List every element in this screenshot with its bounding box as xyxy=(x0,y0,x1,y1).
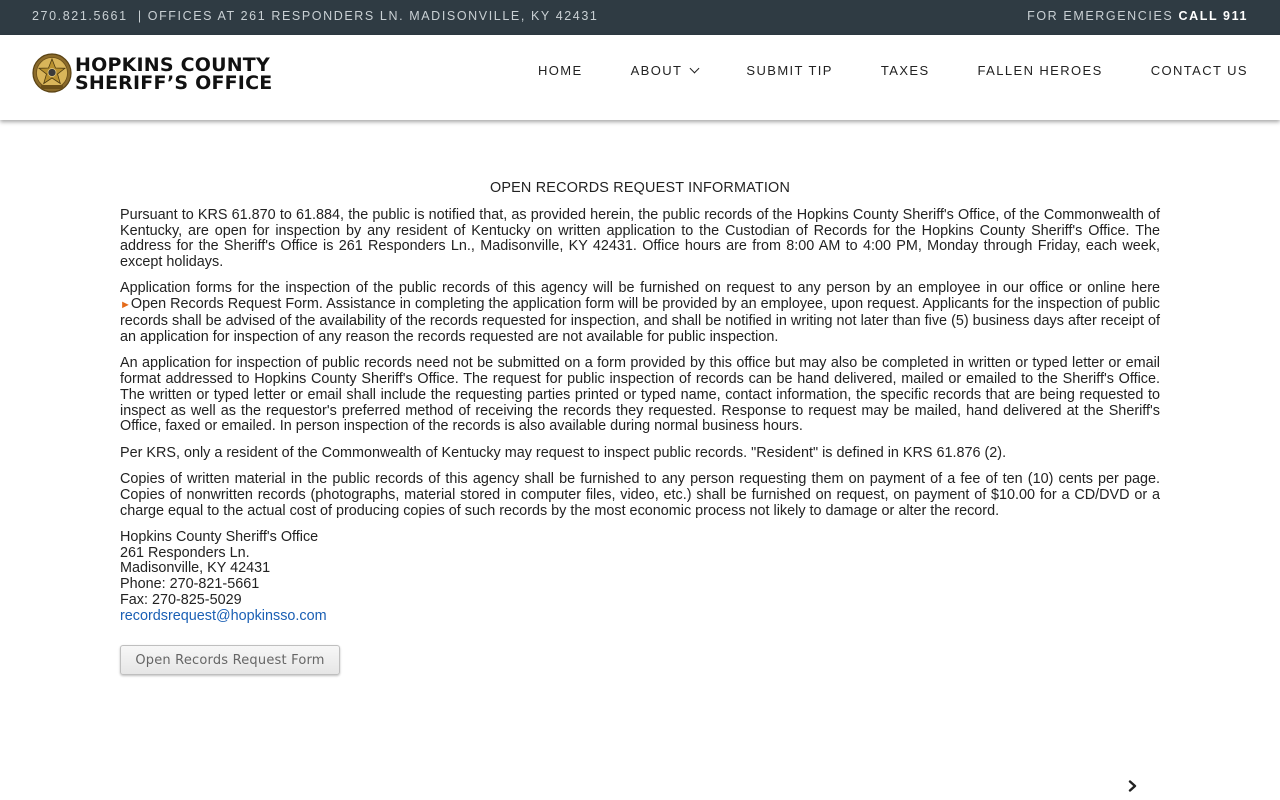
nav-about-label: ABOUT xyxy=(630,63,683,78)
address-phone: Phone: 270-821-5661 xyxy=(120,576,260,593)
contact-info xyxy=(32,9,598,23)
nav-contact-us[interactable] xyxy=(1151,63,1248,78)
address-street: 261 Responders Ln. xyxy=(120,544,250,561)
phone-number[interactable]: 270.821.5661 xyxy=(32,9,128,23)
site-logo[interactable] xyxy=(32,52,273,96)
nav-submit-tip-label: SUBMIT TIP xyxy=(746,63,833,78)
nav-fallen-heroes-label: FALLEN HEROES xyxy=(977,63,1103,78)
arrow-right-icon: ► xyxy=(120,299,131,312)
chevron-right-icon[interactable] xyxy=(1128,780,1138,792)
sheriff-star-badge-icon xyxy=(32,52,72,94)
nav-taxes[interactable] xyxy=(881,63,930,78)
p2-text-after: . Assistance in completing the application form will be provided by an employee, upon request. Applicants for the inspection of public records shall be advised of the availability of the records requested for inspection, and shall be notified in writing not later than five (5) business days after receipt of an application for inspection of any reason the records requested are not available for public inspection. xyxy=(120,296,1160,345)
chevron-down-icon xyxy=(690,64,700,74)
paragraph-krs-notice: Pursuant to KRS 61.870 to 61.884, the public is notified that, as provided herein, the public records of the Hopkins County Sheriff's Office, of the Commonwealth of Kentucky, are open for inspection by any resident of Kentucky on written application to the Custodian of Records for the Hopkins County Sheriff's Office. The address for the Sheriff's Office is 261 Responders Ln., Madisonville, KY 42431. Office hours are from 8:00 AM to 4:00 PM, Monday through Friday, each week, except holidays. xyxy=(120,206,1160,271)
paragraph-residency: Per KRS, only a resident of the Commonwealth of Kentucky may request to inspect public records. "Resident" is defined in KRS 61.876 (2). xyxy=(120,444,1007,461)
address-city: Madisonville, KY 42431 xyxy=(120,560,271,577)
office-address-block xyxy=(120,530,1160,625)
logo-text-line2: SHERIFF’S OFFICE xyxy=(75,72,273,94)
logo-text-line1: HOPKINS COUNTY xyxy=(75,54,270,76)
paragraph-application-format: An application for inspection of public records need not be submitted on a form provided by this office but may also be completed in written or typed letter or email format addressed to Hopkins County Sheriff's Office. The request for public inspection of records can be hand delivered, mailed or emailed to the Sheriff's Office. The written or typed letter or email shall include the requesting parties printed or typed name, contact information, the specific records that are being requested to inspect as well as the requestor's preferred method of receiving the records they requested. Response to request may be mailed, hand delivered at the Sheriff's Office, faxed or emailed. In person inspection of the records is also available during normal business hours. xyxy=(120,355,1160,435)
nav-about[interactable] xyxy=(631,63,699,78)
email-link[interactable]: recordsrequest@hopkinsso.com xyxy=(120,607,327,624)
nav-submit-tip[interactable] xyxy=(746,63,832,78)
nav-fallen-heroes[interactable] xyxy=(978,63,1103,78)
top-info-bar xyxy=(0,0,1280,35)
nav-taxes-label: TAXES xyxy=(880,63,930,78)
paragraph-copy-fees: Copies of written material in the public records of this agency shall be furnished to any person requesting them on payment of a fee of ten (10) cents per page. Copies of nonwritten records (photographs, material stored in computer files, video, etc.) shall be furnished on request, on payment of $10.00 for a CD/DVD or a charge equal to the actual cost of producing copies of such records by the most economic process not likely to damage or alter the record. xyxy=(120,470,1160,519)
emergency-info xyxy=(1027,9,1248,23)
site-header xyxy=(0,35,1280,120)
address-name: Hopkins County Sheriff's Office xyxy=(120,528,319,545)
paragraph-application-forms xyxy=(120,281,1160,345)
open-records-form-link[interactable]: Open Records Request Form xyxy=(130,296,319,313)
nav-home-label: HOME xyxy=(537,63,583,78)
emergency-label: FOR EMERGENCIES xyxy=(1027,9,1174,23)
office-address: | OFFICES AT 261 RESPONDERS LN. MADISONVILLE, KY 42431 xyxy=(137,9,599,23)
nav-contact-us-label: CONTACT US xyxy=(1150,63,1248,78)
nav-home[interactable] xyxy=(538,63,583,78)
open-records-form-button[interactable]: Open Records Request Form xyxy=(120,645,340,675)
page-title: OPEN RECORDS REQUEST INFORMATION xyxy=(489,180,791,196)
emergency-call: CALL 911 xyxy=(1178,9,1248,23)
main-nav xyxy=(538,63,1248,78)
p2-text-before: Application forms for the inspection of the public records of this agency will be furnished on request to any person by an employee in our office or online here xyxy=(120,280,1160,297)
main-content xyxy=(120,181,1160,625)
address-fax: Fax: 270-825-5029 xyxy=(120,592,242,609)
